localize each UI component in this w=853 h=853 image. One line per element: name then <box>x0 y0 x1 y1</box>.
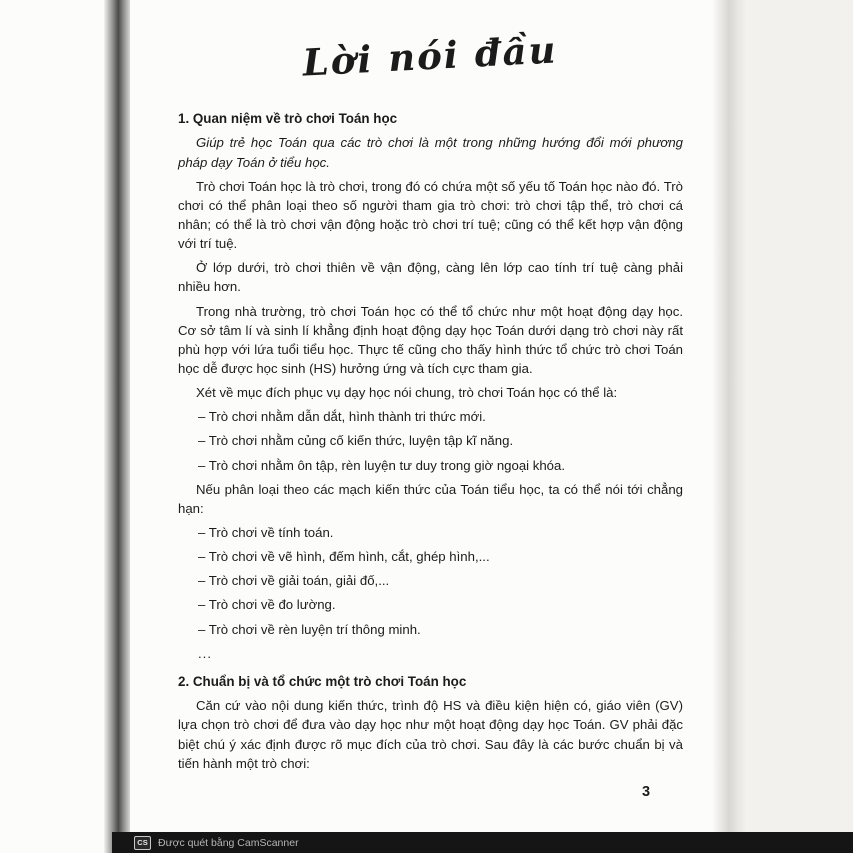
list-item: – Trò chơi về rèn luyện trí thông minh. <box>198 621 421 637</box>
paragraph: Trò chơi Toán học là trò chơi, trong đó có chứa một số yếu tố Toán học nào đó. Trò chơi có thể phân loại theo số người tham gia trò chơi: trò chơi tập thể, trò chơi cá nhân; có thể là trò chơi vận động hoặc trò chơi trí tuệ; cũng có thể kết hợp vận động với trí tuệ. <box>178 178 683 252</box>
list-item: – Trò chơi về tính toán. <box>198 524 334 540</box>
handwritten-title: Lời nói đầu <box>301 27 559 85</box>
page-content <box>178 100 683 778</box>
camscanner-bar <box>112 832 853 853</box>
section-1-heading: 1. Quan niệm về trò chơi Toán học <box>178 111 398 126</box>
list-item: – Trò chơi nhằm củng cố kiến thức, luyện tập kĩ năng. <box>198 433 514 449</box>
list-item: – Trò chơi nhằm dẫn dắt, hình thành tri thức mới. <box>198 409 486 425</box>
list-item: – Trò chơi về vẽ hình, đếm hình, cắt, ghép hình,... <box>198 549 490 565</box>
paragraph: Trong nhà trường, trò chơi Toán học có thể tổ chức như một hoạt động dạy học. Cơ sở tâm lí và sinh lí khẳng định hoạt động dạy học Toán dưới dạng trò chơi này rất phù hợp với lứa tuổi tiểu học. Thực tế cũng cho thấy hình thức tổ chức trò chơi Toán học dễ được học sinh (HS) hưởng ứng và tích cực tham gia. <box>178 303 683 376</box>
section-2-heading: 2. Chuẩn bị và tổ chức một trò chơi Toán học <box>178 673 467 689</box>
scan-shadow-right <box>712 0 750 833</box>
paragraph: Nếu phân loại theo các mạch kiến thức của Toán tiểu học, ta có thể nói tới chẳng hạn: <box>178 481 683 516</box>
camscanner-label: Được quét bằng CamScanner <box>158 836 299 849</box>
paragraph: Ở lớp dưới, trò chơi thiên về vận động, càng lên lớp cao tính trí tuệ càng phải nhiều hơn. <box>178 260 683 295</box>
list-item: – Trò chơi nhằm ôn tập, rèn luyện tư duy trong giờ ngoại khóa. <box>198 457 566 473</box>
list-item: – Trò chơi về giải toán, giải đố,... <box>198 573 390 589</box>
intro-paragraph: Giúp trẻ học Toán qua các trò chơi là một trong những hướng đổi mới phương pháp dạy Toán ở tiểu học. <box>178 135 683 170</box>
camscanner-logo-icon: CS <box>134 836 151 850</box>
page-right-margin <box>748 0 853 833</box>
scan-shadow-left <box>104 0 130 853</box>
paragraph: Căn cứ vào nội dung kiến thức, trình độ HS và điều kiện hiện có, giáo viên (GV) lựa chọn trò chơi để đưa vào dạy học như một hoạt động dạy học Toán. GV phải đặc biệt chú ý xác định được rõ mục đích của trò chơi. Sau đây là các bước chuẩn bị và tiến hành một trò chơi: <box>178 698 683 771</box>
ellipsis: ... <box>198 645 212 661</box>
paragraph: Xét về mục đích phục vụ dạy học nói chung, trò chơi Toán học có thể là: <box>196 385 618 401</box>
list-item: – Trò chơi về đo lường. <box>198 597 336 613</box>
page-number: 3 <box>642 784 651 800</box>
